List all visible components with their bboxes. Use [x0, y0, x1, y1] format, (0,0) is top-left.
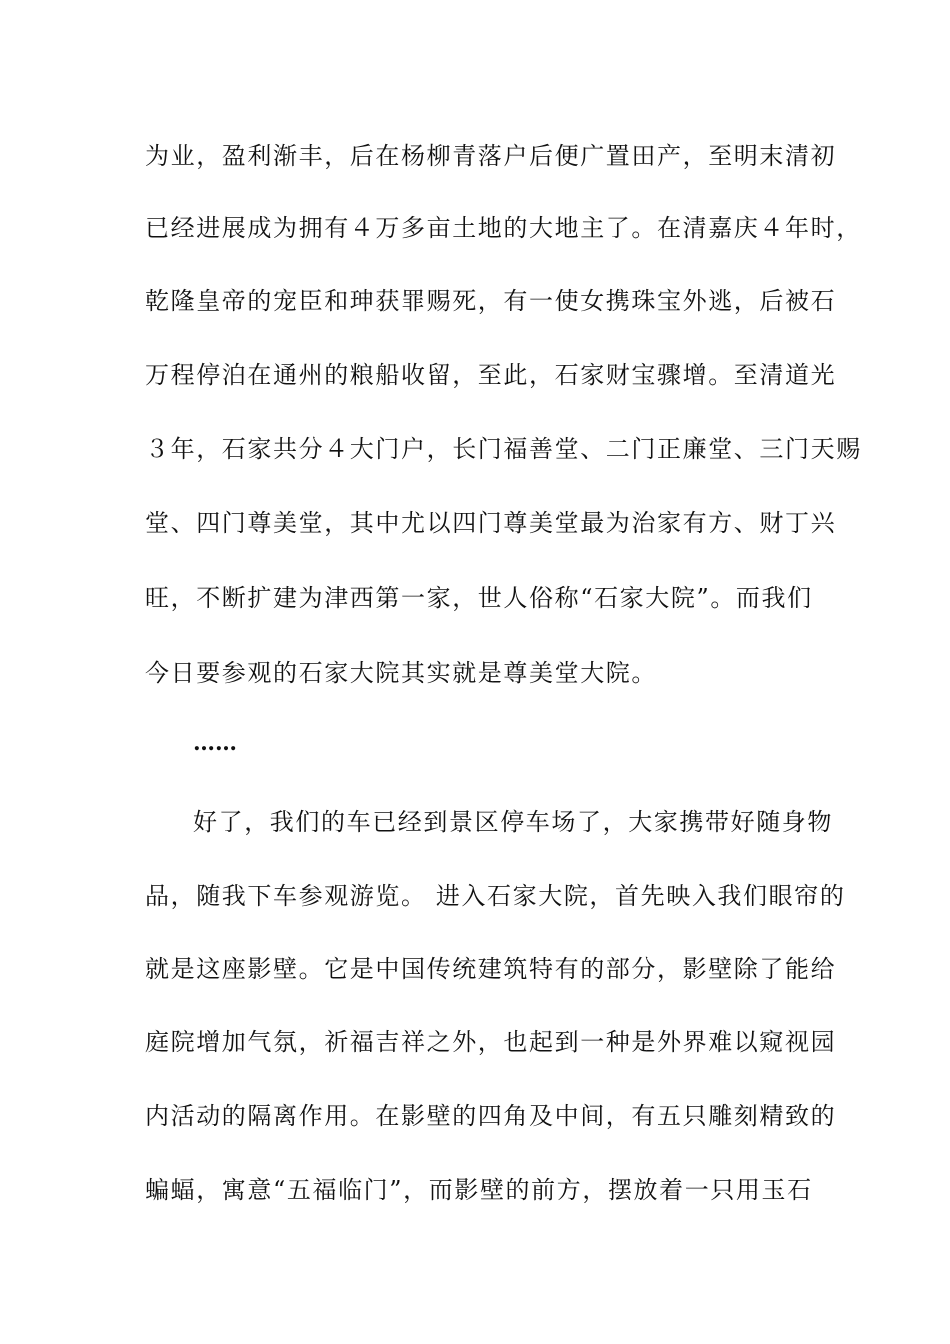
paragraph-1-line-1: 为业，盈利渐丰，后在杨柳青落户后便广置田产，至明末清初	[145, 142, 837, 170]
paragraph-2-line-2: 品，随我下车参观游览。 进入石家大院，首先映入我们眼帘的	[145, 882, 846, 910]
paragraph-1-line-6: 堂、四门尊美堂，其中尤以四门尊美堂最为治家有方、财丁兴	[145, 509, 837, 537]
paragraph-2-line-1: 好了，我们的车已经到景区停车场了，大家携带好随身物	[193, 808, 833, 836]
ellipsis-separator: ……	[193, 730, 237, 756]
paragraph-1-line-7: 旺，不断扩建为津西第一家，世人俗称“石家大院”。而我们	[145, 584, 813, 612]
paragraph-1-line-4: 万程停泊在通州的粮船收留，至此，石家财宝骤增。至清道光	[145, 361, 837, 389]
paragraph-1-line-5: ３年，石家共分４大门户，长门福善堂、二门正廉堂、三门天赐	[145, 435, 862, 463]
paragraph-2-line-4: 庭院增加气氛，祈福吉祥之外，也起到一种是外界难以窥视园	[145, 1028, 837, 1056]
paragraph-2-line-3: 就是这座影壁。它是中国传统建筑特有的部分，影壁除了能给	[145, 955, 837, 983]
paragraph-1-line-8: 今日要参观的石家大院其实就是尊美堂大院。	[145, 659, 657, 687]
paragraph-1-line-2: 已经进展成为拥有４万多亩土地的大地主了。在清嘉庆４年时，	[145, 214, 862, 242]
paragraph-1-line-3: 乾隆皇帝的宠臣和珅获罪赐死，有一使女携珠宝外逃，后被石	[145, 287, 837, 315]
paragraph-2-line-6: 蝙蝠，寓意“五福临门”，而影壁的前方，摆放着一只用玉石	[145, 1176, 813, 1204]
paragraph-2-line-5: 内活动的隔离作用。在影壁的四角及中间，有五只雕刻精致的	[145, 1102, 837, 1130]
